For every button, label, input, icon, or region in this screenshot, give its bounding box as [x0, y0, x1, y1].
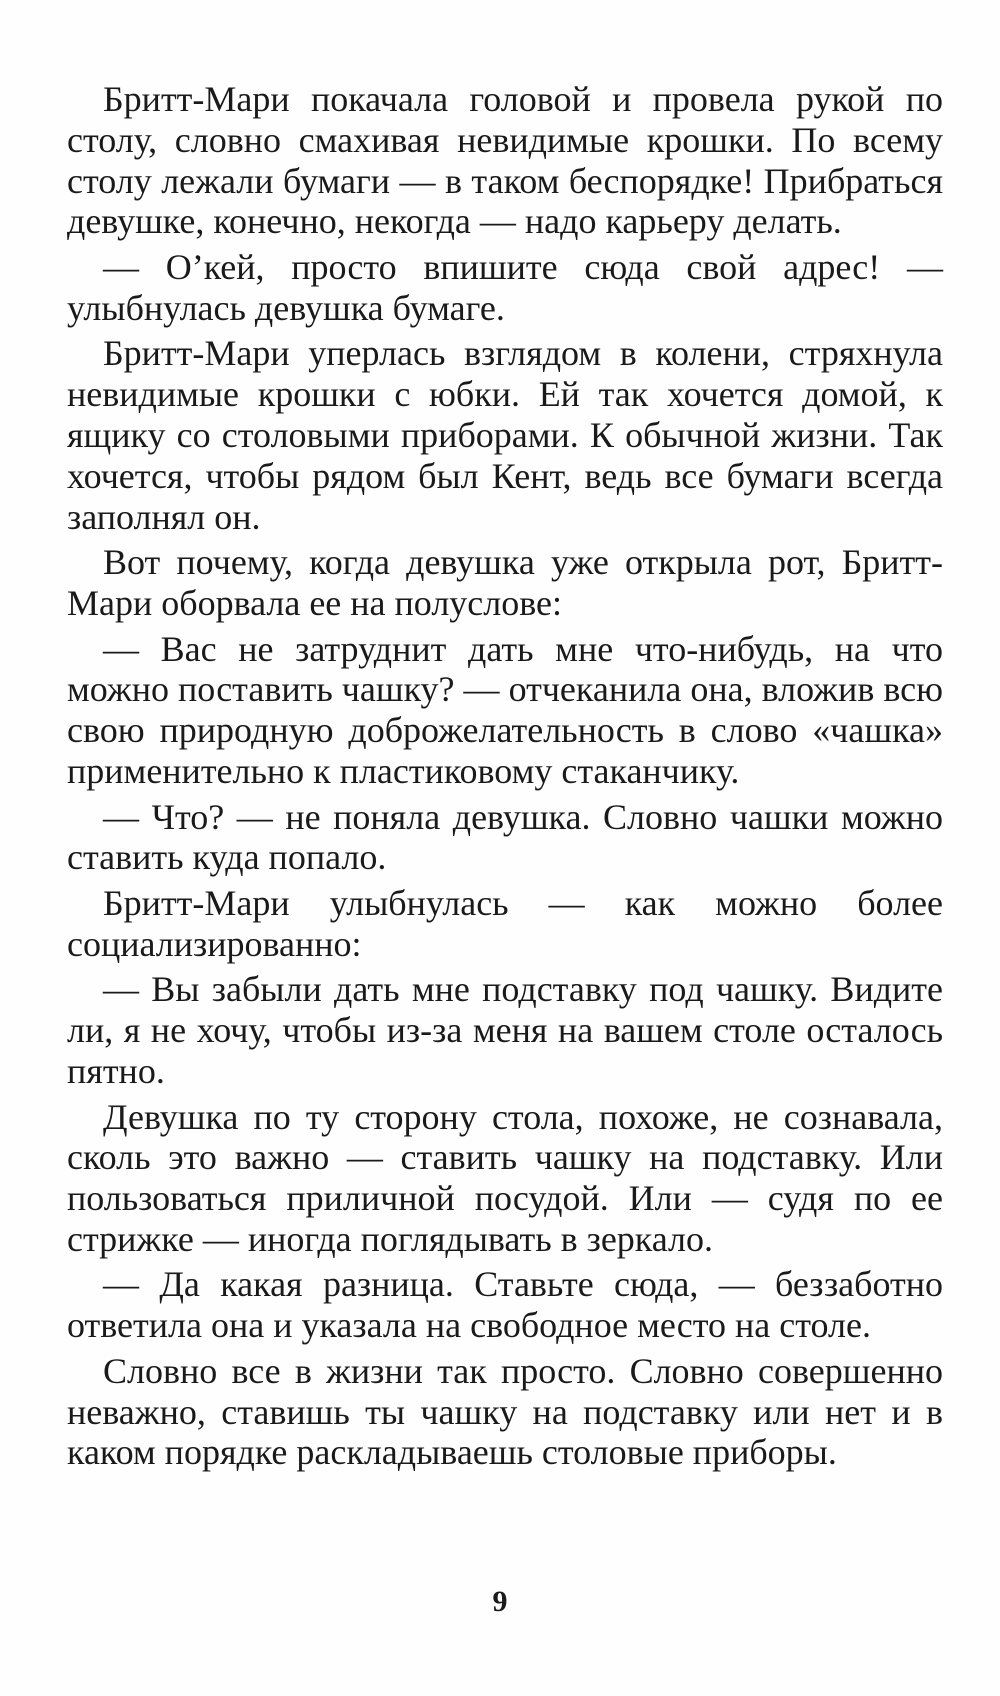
body-text	[67, 79, 943, 1478]
paragraph: — О’кей, просто впишите сюда свой адрес! — улыбнулась девушка бумаге.	[67, 246, 943, 328]
paragraph: Девушка по ту сторону стола, похоже, не сознавала, сколь это важно — ставить чашку на подставку. Или пользоваться приличной посудой. Или — судя по ее стрижке — иногда поглядывать в зеркало.	[67, 1096, 943, 1259]
paragraph: — Что? — не поняла девушка. Словно чашки можно ставить куда попало.	[67, 796, 943, 878]
paragraph: Бритт-Мари уперлась взглядом в колени, стряхнула невидимые крошки с юбки. Ей так хочется домой, к ящику со столовыми приборами. К обычной жизни. Так хочется, чтобы рядом был Кент, ведь все бумаги всегда заполнял он.	[67, 333, 943, 537]
paragraph: Вот почему, когда девушка уже открыла рот, Бритт-Мари оборвала ее на полуслове:	[67, 542, 943, 623]
paragraph: Бритт-Мари покачала головой и провела рукой по столу, словно смахивая невидимые крошки. По всему столу лежали бумаги — в таком беспорядке! Прибраться девушке, конечно, некогда — надо карьеру делать.	[67, 79, 943, 242]
paragraph: — Вас не затруднит дать мне что-нибудь, на что можно поставить чашку? — отчеканила она, вложив всю свою природную доброжелательность в слово «чашка» применительно к пластиковому стаканчику.	[67, 628, 943, 791]
page-number: 9	[492, 1585, 508, 1618]
paragraph: Словно все в жизни так просто. Словно совершенно неважно, ставишь ты чашку на подставку или нет и в каком порядке раскладываешь столовые приборы.	[67, 1350, 943, 1473]
paragraph: — Вы забыли дать мне подставку под чашку. Видите ли, я не хочу, чтобы из-за меня на вашем столе осталось пятно.	[67, 969, 943, 1091]
paragraph: — Да какая разница. Ставьте сюда, — беззаботно ответила она и указала на свободное место на столе.	[67, 1264, 943, 1346]
paragraph: Бритт-Мари улыбнулась — как можно более социализированно:	[67, 882, 943, 964]
